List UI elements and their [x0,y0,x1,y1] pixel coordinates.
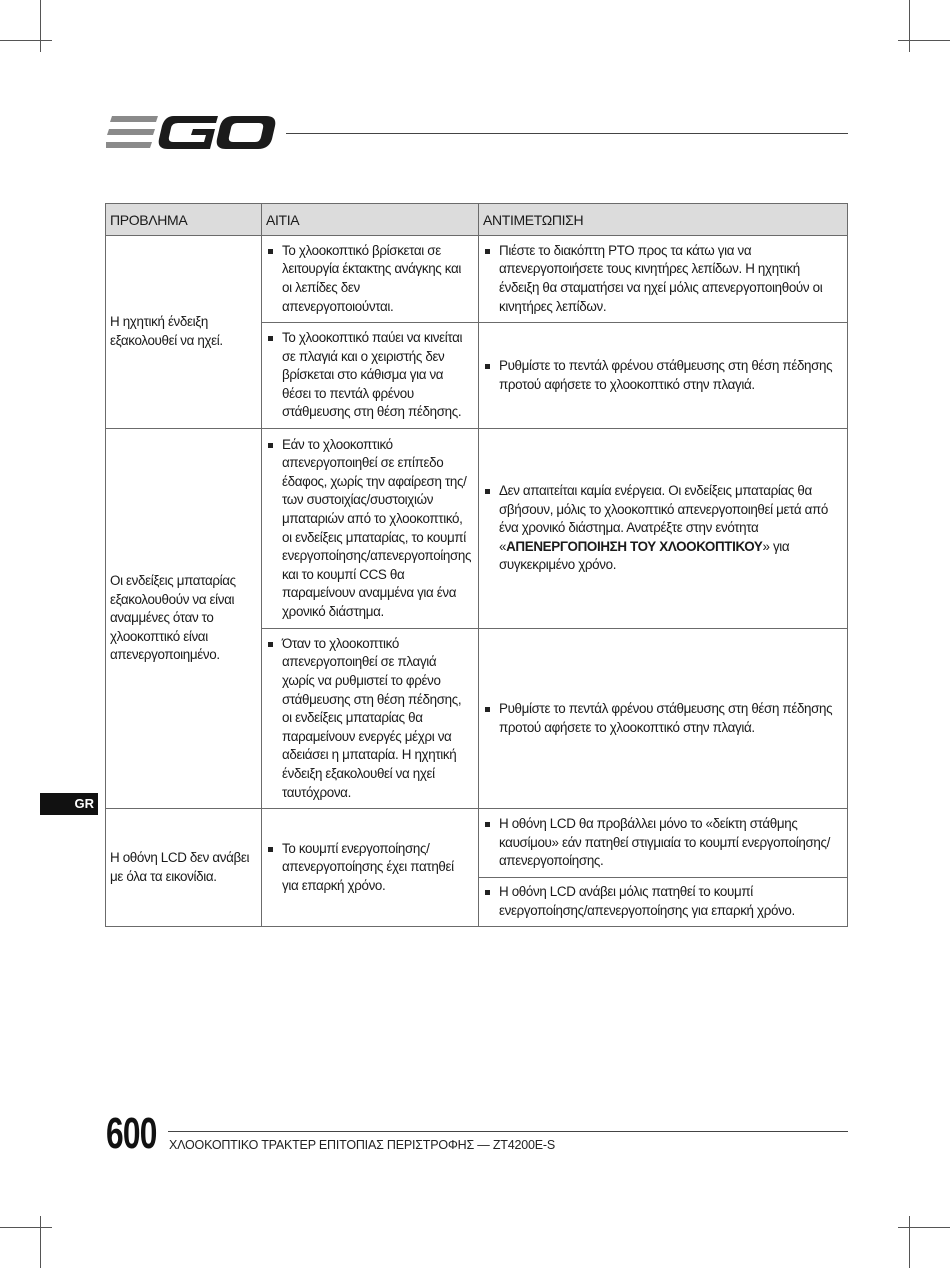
crop-mark-bottom-right-h [898,1227,950,1228]
remedy-text: Η οθόνη LCD ανάβει μόλις πατηθεί το κουμπί ενεργοποίησης/απενεργοποίησης για επαρκή χρόνο. [483,883,841,920]
crop-mark-top-left-h [0,40,52,41]
remedy-text: Πιέστε το διακόπτη PTO προς τα κάτω για να απενεργοποιήσετε τους κινητήρες λεπίδων. Η ηχητική ένδειξη θα σταματήσει να ηχεί μόλις απενεργοποιηθούν οι κινητήρες λεπίδων. [483,242,841,316]
header-problem: ΠΡΟΒΛΗΜΑ [106,204,262,236]
crop-mark-top-left-v [40,0,41,52]
remedy-cell [479,878,848,927]
cause-text: Όταν το χλοοκοπτικό απενεργοποιηθεί σε πλαγιά χωρίς να ρυθμιστεί το φρένο στάθμευσης στη θέση πέδησης, οι ενδείξεις μπαταρίας θα παραμείνουν ενεργές μέχρι να αδειάσει η μπαταρία. Η ηχητική ένδειξη εξακολουθεί να ηχεί ταυτόχρονα. [266,635,472,802]
problem-cell: Οι ενδείξεις μπαταρίας εξακολουθούν να είναι αναμμένες όταν το χλοοκοπτικό είναι απενεργοποιημένο. [106,429,262,809]
page-number: 600 [106,1109,157,1158]
remedy-cell [479,323,848,429]
remedy-cell [479,236,848,323]
remedy-cell [479,429,848,629]
remedy-cell [479,629,848,809]
table-row [106,236,848,323]
problem-cell: Η ηχητική ένδειξη εξακολουθεί να ηχεί. [106,236,262,429]
table-row [106,429,848,629]
ego-logo [106,112,278,154]
footer-rule [168,1131,848,1132]
header-cause: ΑΙΤΙΑ [262,204,479,236]
cause-text: Εάν το χλοοκοπτικό απενεργοποιηθεί σε επίπεδο έδαφος, χωρίς την αφαίρεση της/των συστοιχίας/συστοιχιών μπαταριών από το χλοοκοπτικό, οι ενδείξεις μπαταρίας, το κουμπί ενεργοποίησης/απενεργοποίησης και το κουμπί CCS θα παραμείνουν αναμμένα για ένα χρονικό διάστημα. [266,436,472,622]
cause-text: Το κουμπί ενεργοποίησης/ απενεργοποίησης έχει πατηθεί για επαρκή χρόνο. [266,840,472,896]
cause-cell [262,629,479,809]
footer-title: ΧΛΟΟΚΟΠΤΙΚΟ ΤΡΑΚΤΕΡ ΕΠΙΤΟΠΙΑΣ ΠΕΡΙΣΤΡΟΦΗΣ — ZT4200E-S [169,1138,555,1152]
remedy-text: Ρυθμίστε το πεντάλ φρένου στάθμευσης στη θέση πέδησης προτού αφήσετε το χλοοκοπτικό στην πλαγιά. [483,700,841,737]
cause-text: Το χλοοκοπτικό παύει να κινείται σε πλαγιά και ο χειριστής δεν βρίσκεται στο κάθισμα για να θέσει το πεντάλ φρένου στάθμευσης στη θέση πέδησης. [266,329,472,422]
cause-cell [262,323,479,429]
table-header-row [106,204,848,236]
remedy-text: Η οθόνη LCD θα προβάλλει μόνο το «δείκτη στάθμης καυσίμου» εάν πατηθεί στιγμιαία το κουμπί ενεργοποίησης/ απενεργοποίησης. [483,815,841,871]
remedy-text-part: Δεν απαιτείται καμία ενέργεια. Οι ενδείξεις μπαταρίας θα σβήσουν, μόλις το χλοοκοπτικό απενεργοποιηθεί μετά από ένα χρονικό διάστημα. Ανατρέξτε στην ενότητα « [499,483,829,554]
header-remedy: ΑΝΤΙΜΕΤΩΠΙΣΗ [479,204,848,236]
remedy-text-part: » για συγκεκριμένο χρόνο. [499,538,790,573]
crop-mark-bottom-right-v [909,1216,910,1268]
language-tab: GR [40,793,98,815]
section-reference: ΑΠΕΝΕΡΓΟΠΟΙΗΣΗ ΤΟΥ ΧΛΟΟΚΟΠΤΙΚΟΥ [506,538,763,554]
cause-cell [262,236,479,323]
crop-mark-top-right-v [909,0,910,52]
crop-mark-top-right-h [898,40,950,41]
troubleshooting-table [105,203,848,927]
header-rule [286,133,848,134]
problem-cell: Η οθόνη LCD δεν ανάβει με όλα τα εικονίδια. [106,809,262,927]
cause-cell [262,809,479,927]
crop-mark-bottom-left-h [0,1227,52,1228]
remedy-cell [479,809,848,878]
remedy-text: Ρυθμίστε το πεντάλ φρένου στάθμευσης στη θέση πέδησης προτού αφήσετε το χλοοκοπτικό στην πλαγιά. [483,357,841,394]
cause-cell [262,429,479,629]
remedy-text [483,482,841,575]
crop-mark-bottom-left-v [40,1216,41,1268]
cause-text: Το χλοοκοπτικό βρίσκεται σε λειτουργία έκτακτης ανάγκης και οι λεπίδες δεν απενεργοποιούνται. [266,242,472,316]
table-row [106,809,848,878]
